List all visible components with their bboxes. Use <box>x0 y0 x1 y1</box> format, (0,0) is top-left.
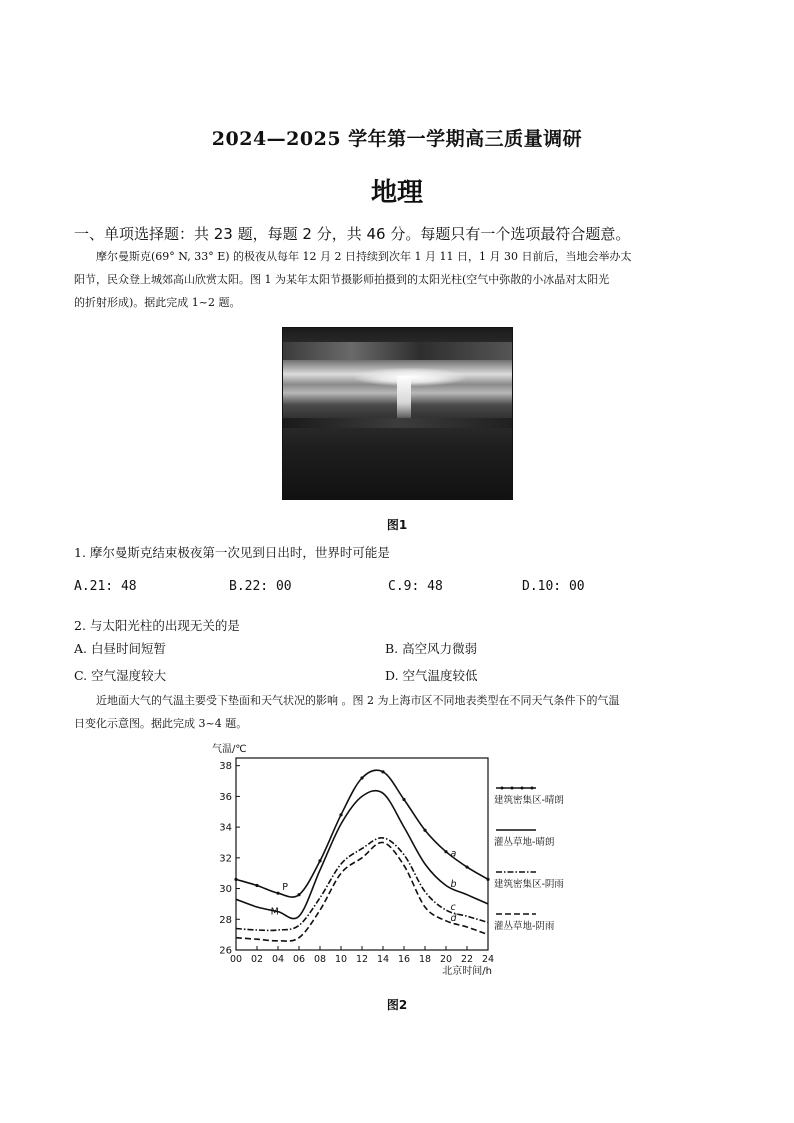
series-point-1 <box>444 850 447 853</box>
series-point-1 <box>297 893 300 896</box>
intro2-line2: 日变化示意图。据此完成 3~4 题。 <box>74 717 248 730</box>
series-point-1 <box>276 892 279 895</box>
series-point-1 <box>423 829 426 832</box>
series-point-1 <box>486 878 489 881</box>
y-tick-label: 28 <box>219 914 232 926</box>
y-tick-label: 38 <box>219 761 232 773</box>
y-tick-label: 32 <box>219 853 232 865</box>
figure2-caption: 图2 <box>386 998 408 1012</box>
intro1-line3: 的折射形成)。据此完成 1~2 题。 <box>74 296 241 309</box>
x-tick-label: 18 <box>418 954 432 965</box>
q1-option-c: C.9: 48 <box>388 579 443 594</box>
intro1-line2: 阳节，民众登上城郊高山欣赏太阳。图 1 为某年太阳节摄影师拍摄到的太阳光柱(空气中弥散的小冰晶对太阳光 <box>74 273 610 286</box>
photo-mountain-ridge <box>283 418 512 428</box>
series-point-1 <box>360 776 363 779</box>
x-tick-label: 24 <box>481 954 495 965</box>
question-2-stem: 2. 与太阳光柱的出现无关的是 <box>74 618 240 633</box>
q2-option-a: A. 白昼时间短暂 <box>74 641 166 656</box>
chart-axes <box>212 743 494 977</box>
x-tick-label: 02 <box>250 954 264 965</box>
x-axis-label: 北京时间/h <box>442 966 492 977</box>
point-label-p: P <box>282 882 288 894</box>
intro1-line1: 摩尔曼斯克(69° N, 33° E) 的极夜从每年 12 月 2 日持续到次年 1 月 11 日，1 月 30 日前后，当地会举办太 <box>96 250 632 263</box>
curve-label-c: c <box>450 902 456 914</box>
figure1-caption: 图1 <box>386 518 408 532</box>
series-point-1 <box>402 798 405 801</box>
q1-option-a: A.21: 48 <box>74 579 137 594</box>
y-tick-label: 26 <box>219 945 232 957</box>
legend-label-4: 灌丛草地-阴雨 <box>494 921 555 932</box>
series-point-1 <box>339 813 342 816</box>
x-tick-label: 16 <box>397 954 411 965</box>
question-1-stem: 1. 摩尔曼斯克结束极夜第一次见到日出时，世界时可能是 <box>74 545 390 560</box>
legend-label-1: 建筑密集区-晴朗 <box>494 795 564 806</box>
series-point-1 <box>381 770 384 773</box>
series-point-1 <box>255 884 258 887</box>
curve-label-d: d <box>450 912 457 924</box>
temperature-line-chart <box>206 738 606 988</box>
x-tick-label: 12 <box>355 954 369 965</box>
legend-swatch-dot <box>521 787 524 790</box>
page-title: 2024—2025 学年第一学期高三质量调研 <box>211 128 583 150</box>
y-axis-label: 气温/℃ <box>212 744 247 755</box>
x-tick-label: 22 <box>460 954 474 965</box>
sun-pillar-photo <box>282 327 513 500</box>
legend-swatch-dot <box>501 787 504 790</box>
photo-sun-pillar <box>397 376 411 420</box>
q2-option-b: B. 高空风力微弱 <box>385 641 478 656</box>
x-tick-label: 14 <box>376 954 390 965</box>
q2-option-d: D. 空气温度较低 <box>385 668 478 683</box>
series-point-1 <box>465 865 468 868</box>
series-point-1 <box>234 878 237 881</box>
legend-swatch-dot <box>511 787 514 790</box>
series-point-1 <box>318 859 321 862</box>
q1-option-b: B.22: 00 <box>229 579 292 594</box>
q1-option-d: D.10: 00 <box>522 579 585 594</box>
x-tick-label: 10 <box>334 954 348 965</box>
y-tick-label: 30 <box>219 884 232 896</box>
point-label-m: M <box>270 906 279 918</box>
x-tick-label: 04 <box>271 954 285 965</box>
series-line-1 <box>236 770 488 897</box>
x-tick-label: 20 <box>439 954 453 965</box>
q2-option-c: C. 空气湿度较大 <box>74 668 167 683</box>
intro2-line1: 近地面大气的气温主要受下垫面和天气状况的影响 。图 2 为上海市区不同地表类型在不同天气条件下的气温 <box>96 694 620 707</box>
y-tick-label: 36 <box>219 791 232 803</box>
curve-label-a: a <box>450 848 457 860</box>
y-tick-label: 34 <box>219 822 232 834</box>
legend-swatch-dot <box>531 787 534 790</box>
chart-legend <box>494 787 564 933</box>
section-heading: 一、单项选择题：共 23 题，每题 2 分，共 46 分。每题只有一个选项最符合题意。 <box>74 225 631 243</box>
legend-label-2: 灌丛草地-晴朗 <box>494 837 555 848</box>
x-tick-label: 06 <box>292 954 306 965</box>
photo-cloud-band <box>283 342 512 360</box>
legend-label-3: 建筑密集区-阴雨 <box>494 879 564 890</box>
curve-label-b: b <box>450 879 457 891</box>
x-tick-label: 08 <box>313 954 327 965</box>
subject-title: 地理 <box>370 178 423 208</box>
x-tick-label: 00 <box>229 954 243 965</box>
